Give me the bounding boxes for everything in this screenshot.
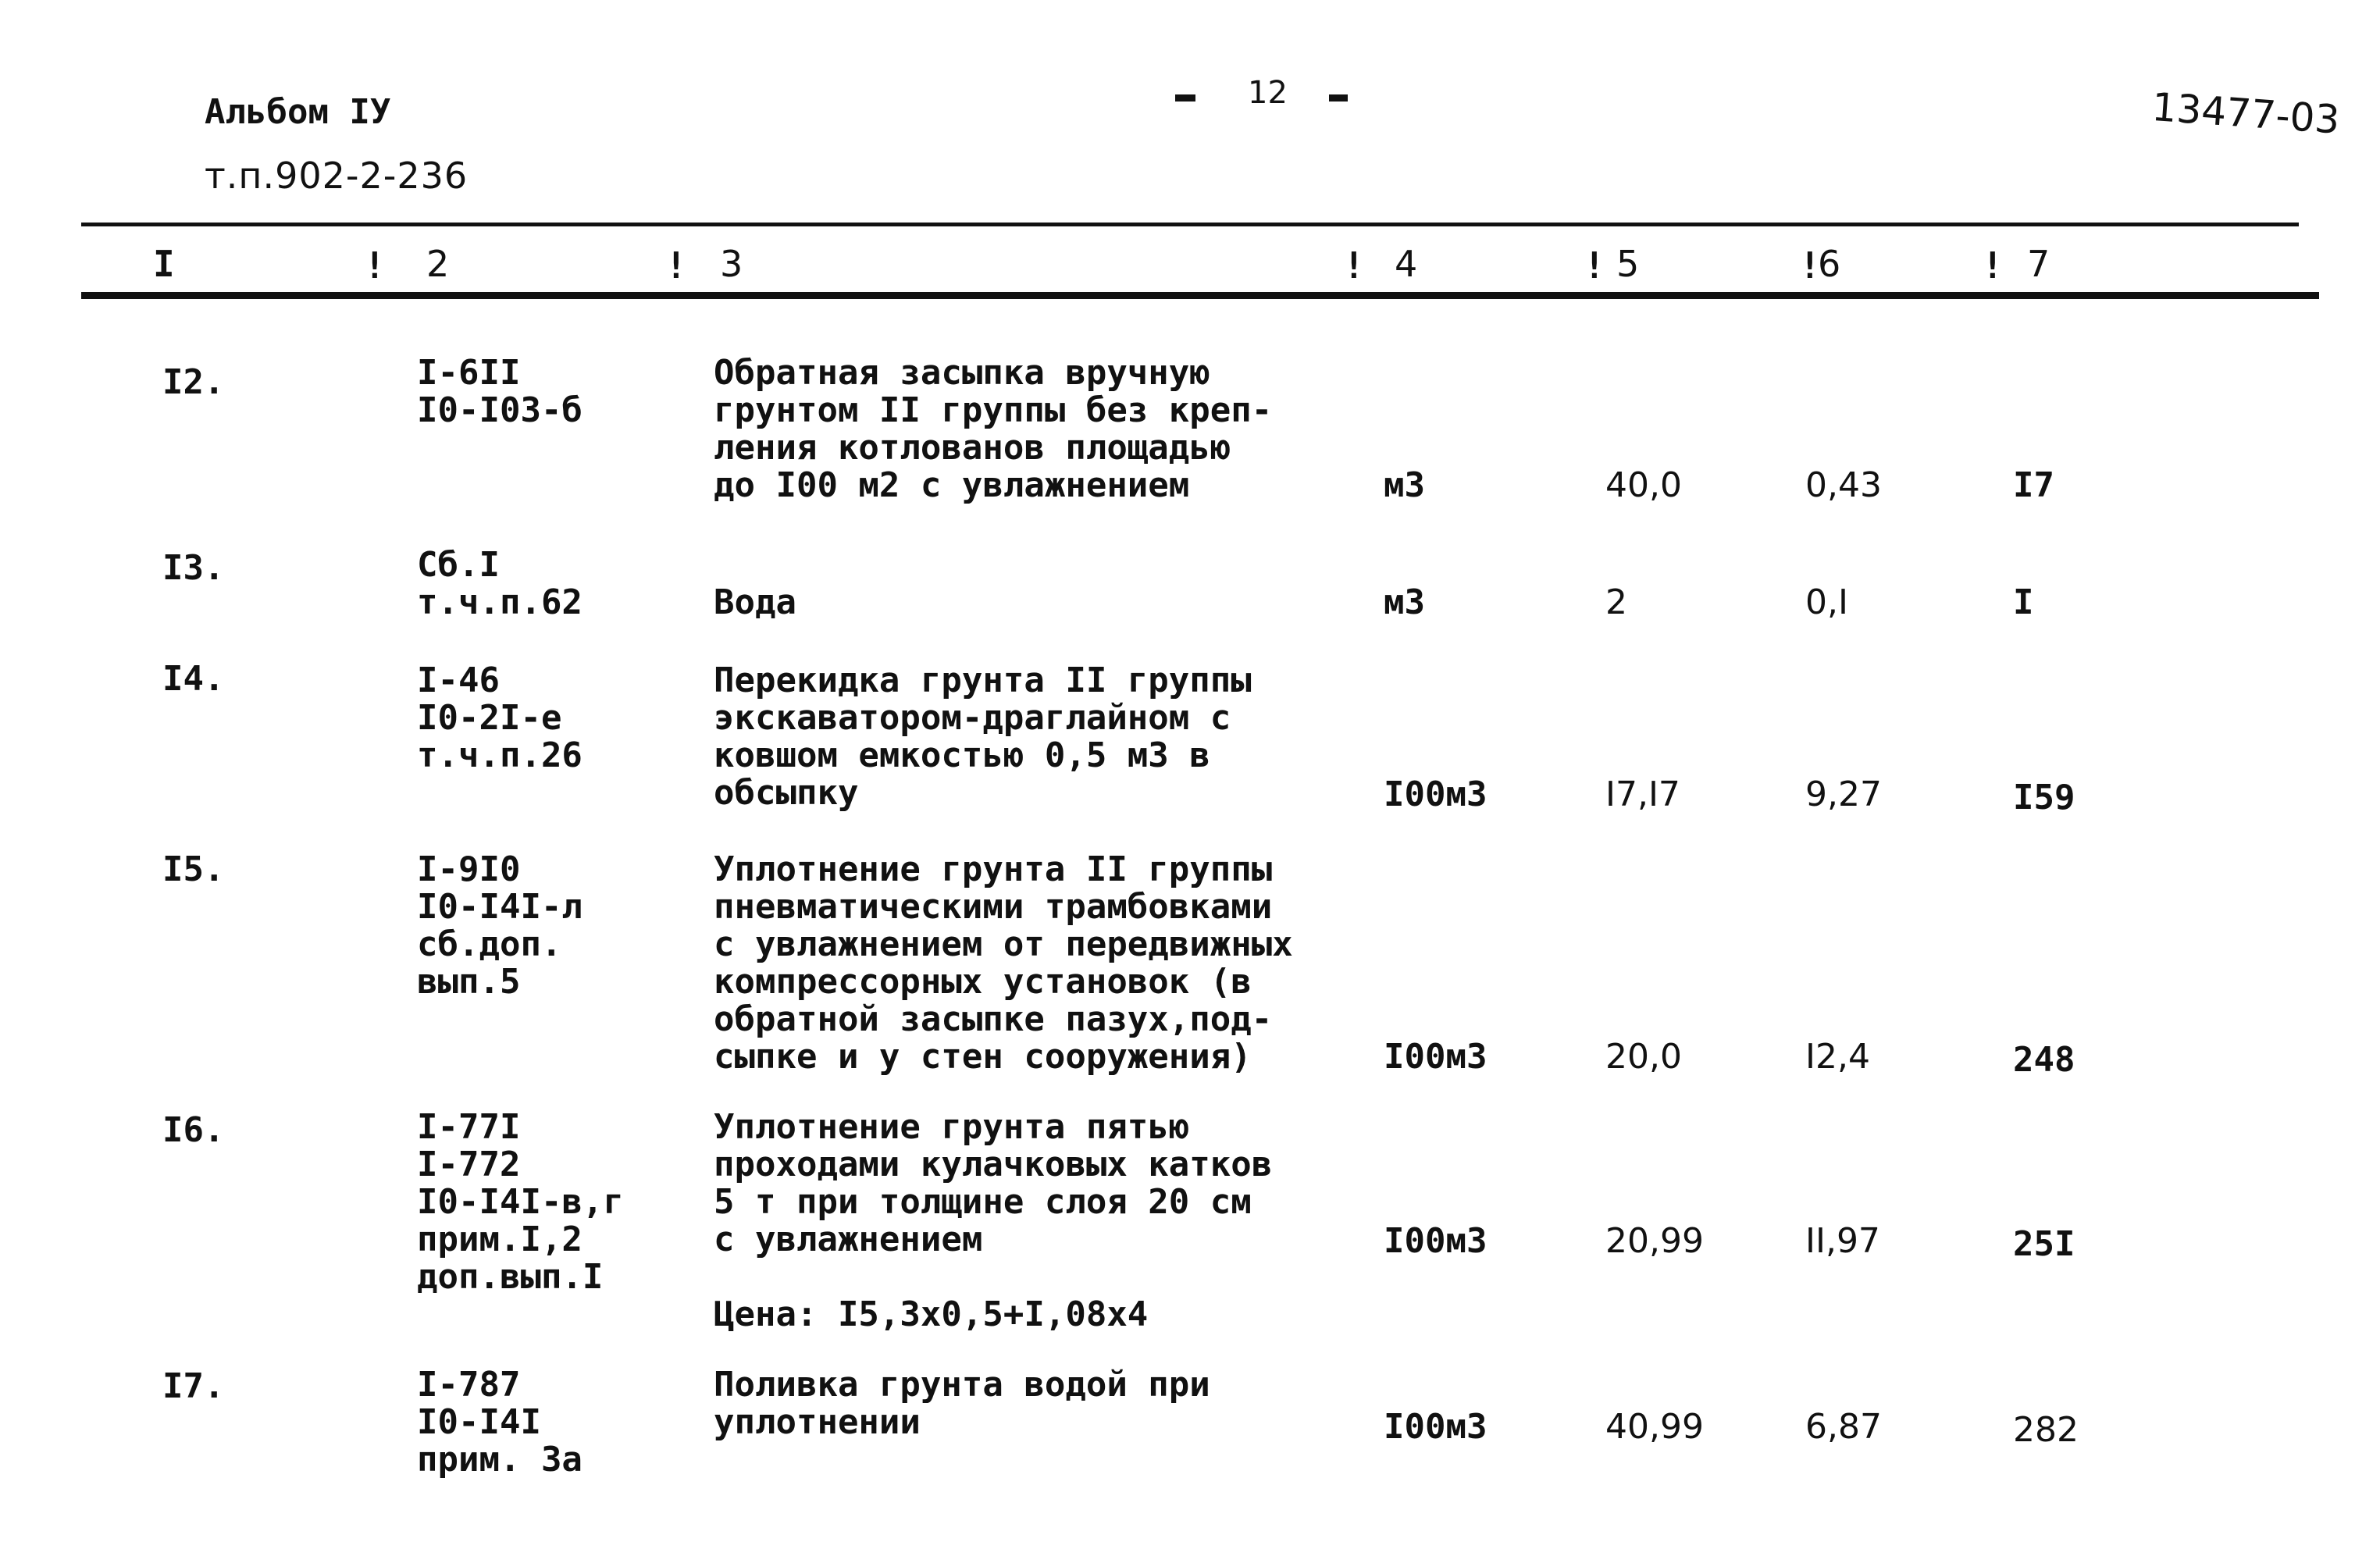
doc-number: 13477-03 bbox=[2150, 84, 2342, 143]
price-cell: I2,4 bbox=[1805, 1037, 1870, 1077]
price-cell: 0,I bbox=[1805, 582, 1848, 622]
table-top-rule bbox=[81, 223, 2299, 226]
col-separator: ! bbox=[1584, 244, 1605, 287]
code-line: I-77I bbox=[417, 1107, 521, 1147]
col-header-4: 4 bbox=[1395, 243, 1418, 285]
page-number-dash-left bbox=[1175, 94, 1195, 101]
price-cell: 0,43 bbox=[1805, 465, 1882, 505]
desc-line: обратной засыпке пазух,под- bbox=[714, 999, 1273, 1039]
row-number: I5. bbox=[162, 849, 225, 889]
desc-line: пневматическими трамбовками bbox=[714, 887, 1273, 927]
desc-line: 5 т при толщине слоя 20 см bbox=[714, 1182, 1252, 1222]
page-number: 12 bbox=[1248, 75, 1288, 111]
code-line: сб.доп. bbox=[417, 924, 562, 964]
price-note: Цена: I5,3х0,5+I,08х4 bbox=[714, 1294, 1149, 1334]
desc-line: Обратная засыпка вручную bbox=[714, 353, 1210, 393]
desc-line: Вода bbox=[714, 582, 796, 622]
col-header-3: 3 bbox=[720, 243, 743, 285]
table-header-rule bbox=[81, 292, 2319, 299]
qty-cell: 2 bbox=[1605, 582, 1627, 622]
qty-cell: 20,99 bbox=[1605, 1221, 1704, 1261]
total-cell: 25I bbox=[2013, 1224, 2075, 1264]
col-separator: ! bbox=[665, 244, 687, 287]
row-number: I2. bbox=[162, 362, 225, 402]
col-header-7: 7 bbox=[2027, 243, 2050, 285]
col-separator: ! bbox=[1982, 244, 2004, 287]
code-line: I0-I03-б bbox=[417, 390, 583, 430]
desc-line: сыпке и у стен сооружения) bbox=[714, 1037, 1252, 1077]
page-number-dash-right bbox=[1329, 94, 1348, 101]
qty-cell: 20,0 bbox=[1605, 1037, 1682, 1077]
qty-cell: 40,99 bbox=[1605, 1407, 1704, 1447]
total-cell: I59 bbox=[2013, 778, 2075, 817]
total-cell: I7 bbox=[2013, 465, 2054, 505]
total-cell: I bbox=[2013, 582, 2034, 622]
unit-cell: I00м3 bbox=[1384, 1221, 1488, 1261]
col-header-1: I bbox=[153, 243, 175, 285]
code-line: вып.5 bbox=[417, 962, 521, 1002]
code-line: I0-2I-е bbox=[417, 698, 562, 738]
qty-cell: 40,0 bbox=[1605, 465, 1682, 505]
desc-line: Уплотнение грунта II группы bbox=[714, 849, 1273, 889]
code-line: Сб.I bbox=[417, 545, 500, 585]
unit-cell: I00м3 bbox=[1384, 1037, 1488, 1077]
unit-cell: м3 bbox=[1384, 582, 1425, 622]
desc-line: ковшом емкостью 0,5 м3 в bbox=[714, 735, 1210, 775]
unit-cell: м3 bbox=[1384, 465, 1425, 505]
desc-line: проходами кулачковых катков bbox=[714, 1145, 1273, 1184]
price-cell: 6,87 bbox=[1805, 1407, 1882, 1447]
code-line: прим. 3а bbox=[417, 1440, 583, 1480]
code-line: I0-I4I-в,г bbox=[417, 1182, 624, 1222]
col-header-5: 5 bbox=[1616, 243, 1640, 285]
code-line: доп.вып.I bbox=[417, 1257, 604, 1297]
desc-line: экскаватором-драглайном с bbox=[714, 698, 1231, 738]
code-line: т.ч.п.26 bbox=[417, 735, 583, 775]
price-cell: II,97 bbox=[1805, 1221, 1880, 1261]
code-line: I-9I0 bbox=[417, 849, 521, 889]
desc-line: грунтом II группы без креп- bbox=[714, 390, 1273, 430]
col-separator: ! bbox=[364, 244, 386, 287]
row-number: I6. bbox=[162, 1110, 225, 1150]
col-header-6: 6 bbox=[1818, 243, 1841, 285]
price-cell: 9,27 bbox=[1805, 774, 1882, 814]
total-cell: 248 bbox=[2013, 1040, 2075, 1080]
desc-line: компрессорных установок (в bbox=[714, 962, 1252, 1002]
desc-line: Перекидка грунта II группы bbox=[714, 661, 1252, 700]
unit-cell: I00м3 bbox=[1384, 774, 1488, 814]
desc-line: Поливка грунта водой при bbox=[714, 1365, 1210, 1405]
qty-cell: I7,I7 bbox=[1605, 774, 1680, 814]
col-header-2: 2 bbox=[426, 243, 450, 285]
desc-line: с увлажнением bbox=[714, 1220, 983, 1259]
col-separator: ! bbox=[1799, 244, 1821, 287]
desc-line: Уплотнение грунта пятью bbox=[714, 1107, 1190, 1147]
col-separator: ! bbox=[1343, 244, 1365, 287]
desc-line: с увлажнением от передвижных bbox=[714, 924, 1293, 964]
project-label: т.п.902-2-236 bbox=[205, 155, 469, 197]
code-line: I-787 bbox=[417, 1365, 521, 1405]
row-number: I3. bbox=[162, 548, 225, 588]
row-number: I7. bbox=[162, 1366, 225, 1406]
desc-line: до I00 м2 с увлажнением bbox=[714, 465, 1190, 505]
row-number: I4. bbox=[162, 659, 225, 699]
album-label: Альбом IУ bbox=[205, 92, 391, 132]
code-line: т.ч.п.62 bbox=[417, 582, 583, 622]
desc-line: обсыпку bbox=[714, 773, 859, 813]
code-line: I-772 bbox=[417, 1145, 521, 1184]
total-cell: 282 bbox=[2013, 1410, 2079, 1450]
desc-line: ления котлованов площадью bbox=[714, 428, 1231, 468]
unit-cell: I00м3 bbox=[1384, 1407, 1488, 1447]
code-line: I0-I4I bbox=[417, 1402, 541, 1442]
code-line: I-6II bbox=[417, 353, 521, 393]
code-line: I-46 bbox=[417, 661, 500, 700]
code-line: прим.I,2 bbox=[417, 1220, 583, 1259]
code-line: I0-I4I-л bbox=[417, 887, 583, 927]
desc-line: уплотнении bbox=[714, 1402, 921, 1442]
